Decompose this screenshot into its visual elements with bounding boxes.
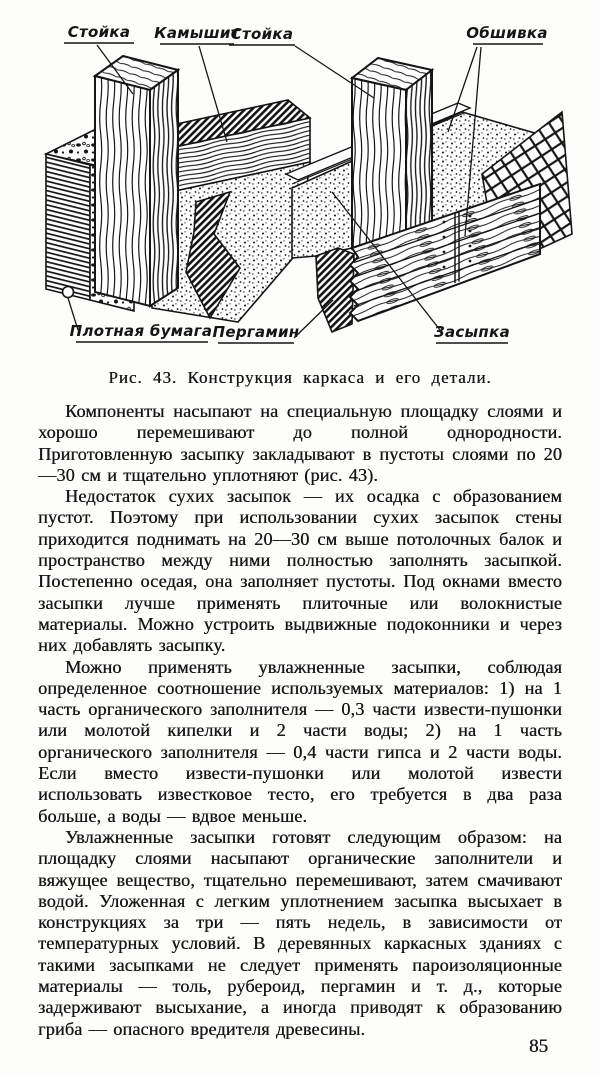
frame-construction-illustration bbox=[0, 6, 600, 354]
dense-paper-layers bbox=[46, 154, 90, 300]
figure-caption: Рис. 43. Конструкция каркаса и его детали. bbox=[108, 368, 492, 387]
body-text bbox=[38, 401, 562, 1040]
paragraph-2: Недостаток сухих засыпок — их осадка с образованием пустот. Поэтому при использовании сухих засыпок стены приходится поднимать на 20—30 см выше потолочных балок и пространство между ними полностью заполнять засыпкой. Постепенно оседая, она заполняет пустоты. Под окнами вместо засыпки лучше применять плиточные или волокнистые материалы. Можно устроить выдвижные подоконники и через них добавлять засыпку. bbox=[38, 486, 562, 656]
label-plotnaya-bumaga: Плотная бумага bbox=[69, 322, 213, 340]
paper-curl bbox=[63, 287, 74, 298]
label-kamyshit: Камышит bbox=[154, 24, 240, 42]
paragraph-3: Можно применять увлажненные засыпки, соблюдая определенное соотношение используемых материалов: 1) на 1 часть органического заполнителя — 0,3 части извести-пушонки или молотой кипелки и 2 части воды; 2) на 1 часть органического заполнителя — 0,4 части гипса и 2 части воды. Если вместо извести-пушонки или молотой извести использовать известковое тесто, его требуется в два раза больше, а воды — вдвое меньше. bbox=[38, 656, 562, 826]
left-post-front bbox=[95, 76, 150, 306]
label-pergamin: Пергамин bbox=[212, 323, 300, 341]
label-obshivka: Обшивка bbox=[466, 24, 548, 42]
glassine-sheet bbox=[316, 248, 354, 332]
label-stoyka-left: Стойка bbox=[67, 23, 131, 41]
left-post bbox=[95, 56, 178, 306]
left-post-side bbox=[150, 70, 178, 306]
label-stoyka-right: Стойка bbox=[230, 25, 294, 43]
label-zasypka: Засыпка bbox=[433, 323, 511, 341]
paragraph-4: Увлажненные засыпки готовят следующим образом: на площадку слоями насыпают органические заполнители и вяжущее вещество, тщательно перемешивают, затем смачивают водой. Уложенная с легким уплотнением засыпка высыхает в конструкциях за три — пять недель, в зависимости от температурных условий. В деревянных каркасных зданиях с такими засыпками не следует применять пароизоляционные материалы — толь, рубероид, пергамин и т. д., которые задерживают высыхание, а иногда приводят к образованию гриба — опасного вредителя древесины. bbox=[38, 826, 562, 1039]
figure-43 bbox=[0, 0, 600, 354]
paragraph-1: Компоненты насыпают на специальную площадку слоями и хорошо перемешивают до полной однородности. Приготовленную засыпку закладывают в пустоты слоями по 20—30 см и тщательно уплотняют (рис. 43). bbox=[38, 401, 562, 485]
page-number: 85 bbox=[529, 1036, 548, 1057]
